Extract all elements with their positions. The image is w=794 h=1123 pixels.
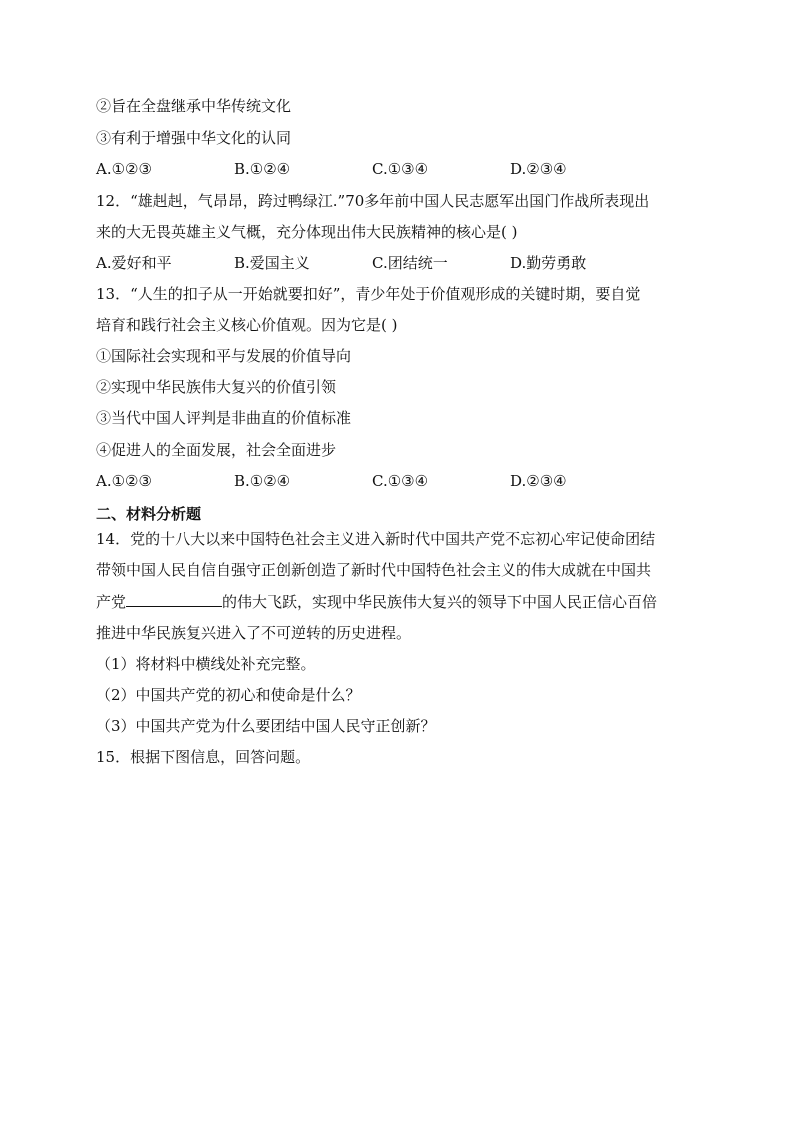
q12-answer-choices xyxy=(96,253,696,273)
q13-choice-b: B.①②④ xyxy=(234,472,291,490)
fill-in-blank xyxy=(126,592,222,607)
q14-subquestion-2: （2）中国共产党的初心和使命是什么？ xyxy=(96,686,361,704)
q13-choice-d: D.②③④ xyxy=(510,472,567,490)
q15-stem: 15．根据下图信息，回答问题。 xyxy=(96,748,311,766)
q14-material-line-4: 推进中华民族复兴进入了不可逆转的历史进程。 xyxy=(96,624,412,642)
q13-statement-2: ②实现中华民族伟大复兴的价值引领 xyxy=(96,378,337,396)
q13-answer-choices xyxy=(96,471,696,491)
q11-choice-b: B.①②④ xyxy=(234,160,291,178)
q12-choice-b: B.爱国主义 xyxy=(234,254,310,272)
q13-stem-line-2: 培育和践行社会主义核心价值观。因为它是( ) xyxy=(96,316,398,334)
q12-stem-line-1: 12．“雄赳赳，气昂昂，跨过鸭绿江.”70多年前中国人民志愿军出国门作战所表现出 xyxy=(96,192,650,210)
q11-answer-choices xyxy=(96,159,696,179)
q11-choice-a: A.①②③ xyxy=(96,160,152,178)
q12-choice-c: C.团结统一 xyxy=(372,254,448,272)
q14-line3-prefix: 产党 xyxy=(96,593,127,611)
q13-statement-4: ④促进人的全面发展，社会全面进步 xyxy=(96,441,337,459)
q13-stem-line-1: 13．“人生的扣子从一开始就要扣好”，青少年处于价值观形成的关键时期，要自觉 xyxy=(96,285,641,303)
q13-choice-c: C.①③④ xyxy=(372,472,429,490)
q11-choice-c: C.①③④ xyxy=(372,160,429,178)
q14-material-line-1: 14．党的十八大以来中国特色社会主义进入新时代中国共产党不忘初心牢记使命团结 xyxy=(96,530,656,548)
q13-choice-a: A.①②③ xyxy=(96,472,152,490)
q14-subquestion-1: （1）将材料中横线处补充完整。 xyxy=(96,655,316,673)
q14-material-line-2: 带领中国人民自信自强守正创新创造了新时代中国特色社会主义的伟大成就在中国共 xyxy=(96,561,652,579)
section-heading: 二、材料分析题 xyxy=(96,505,202,523)
q12-choice-a: A.爱好和平 xyxy=(96,254,172,272)
q13-statement-1: ①国际社会实现和平与发展的价值导向 xyxy=(96,347,352,365)
q11-choice-d: D.②③④ xyxy=(510,160,567,178)
q12-choice-d: D.勤劳勇敢 xyxy=(510,254,587,272)
q14-material-line-3 xyxy=(96,592,657,612)
q14-line3-suffix: 的伟大飞跃，实现中华民族伟大复兴的领导下中国人民正信心百倍 xyxy=(222,593,658,611)
q11-option-statement-3: ③有利于增强中华文化的认同 xyxy=(96,129,292,147)
q14-subquestion-3: （3）中国共产党为什么要团结中国人民守正创新？ xyxy=(96,717,436,735)
q13-statement-3: ③当代中国人评判是非曲直的价值标准 xyxy=(96,409,352,427)
q12-stem-line-2: 来的大无畏英雄主义气概，充分体现出伟大民族精神的核心是( ) xyxy=(96,223,518,241)
q11-option-statement-2: ②旨在全盘继承中华传统文化 xyxy=(96,97,292,115)
